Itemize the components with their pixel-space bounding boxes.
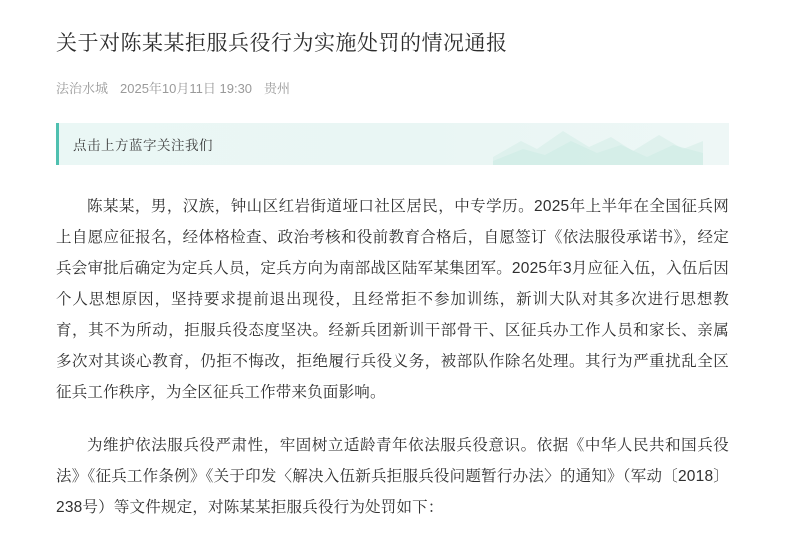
article-body	[56, 191, 729, 523]
meta-location: 贵州	[264, 81, 291, 96]
article-paragraph: 陈某某，男，汉族，钟山区红岩街道垭口社区居民，中专学历。2025年上半年在全国征兵网上自愿应征报名，经体格检查、政治考核和役前教育合格后，自愿签订《依法服役承诺书》，经定兵会审批后确定为定兵人员，定兵方向为南部战区陆军某集团军。2025年3月应征入伍，入伍后因个人思想原因，坚持要求提前退出现役，且经常拒不参加训练，新训大队对其多次进行思想教育，其不为所动，拒服兵役态度坚决。经新兵团新训干部骨干、区征兵办工作人员和家长、亲属多次对其谈心教育，仍拒不悔改，拒绝履行兵役义务，被部队作除名处理。其行为严重扰乱全区征兵工作秩序，为全区征兵工作带来负面影响。	[56, 198, 729, 401]
follow-us-label: 点击上方蓝字关注我们	[73, 138, 213, 153]
follow-us-banner[interactable]	[56, 123, 729, 165]
meta-date: 2025年10月11日 19:30	[120, 81, 253, 96]
mountain-decoration-icon	[493, 123, 703, 165]
article-paragraph: 为维护依法服兵役严肃性，牢固树立适龄青年依法服兵役意识。依据《中华人民共和国兵役法》《征兵工作条例》《关于印发〈解决入伍新兵拒服兵役问题暂行办法〉的通知》（军动〔2018〕238号）等文件规定，对陈某某拒服兵役行为处罚如下：	[56, 437, 729, 516]
article-meta	[56, 78, 729, 97]
meta-author[interactable]: 法治水城	[56, 81, 109, 96]
page-title: 关于对陈某某拒服兵役行为实施处罚的情况通报	[56, 32, 508, 55]
